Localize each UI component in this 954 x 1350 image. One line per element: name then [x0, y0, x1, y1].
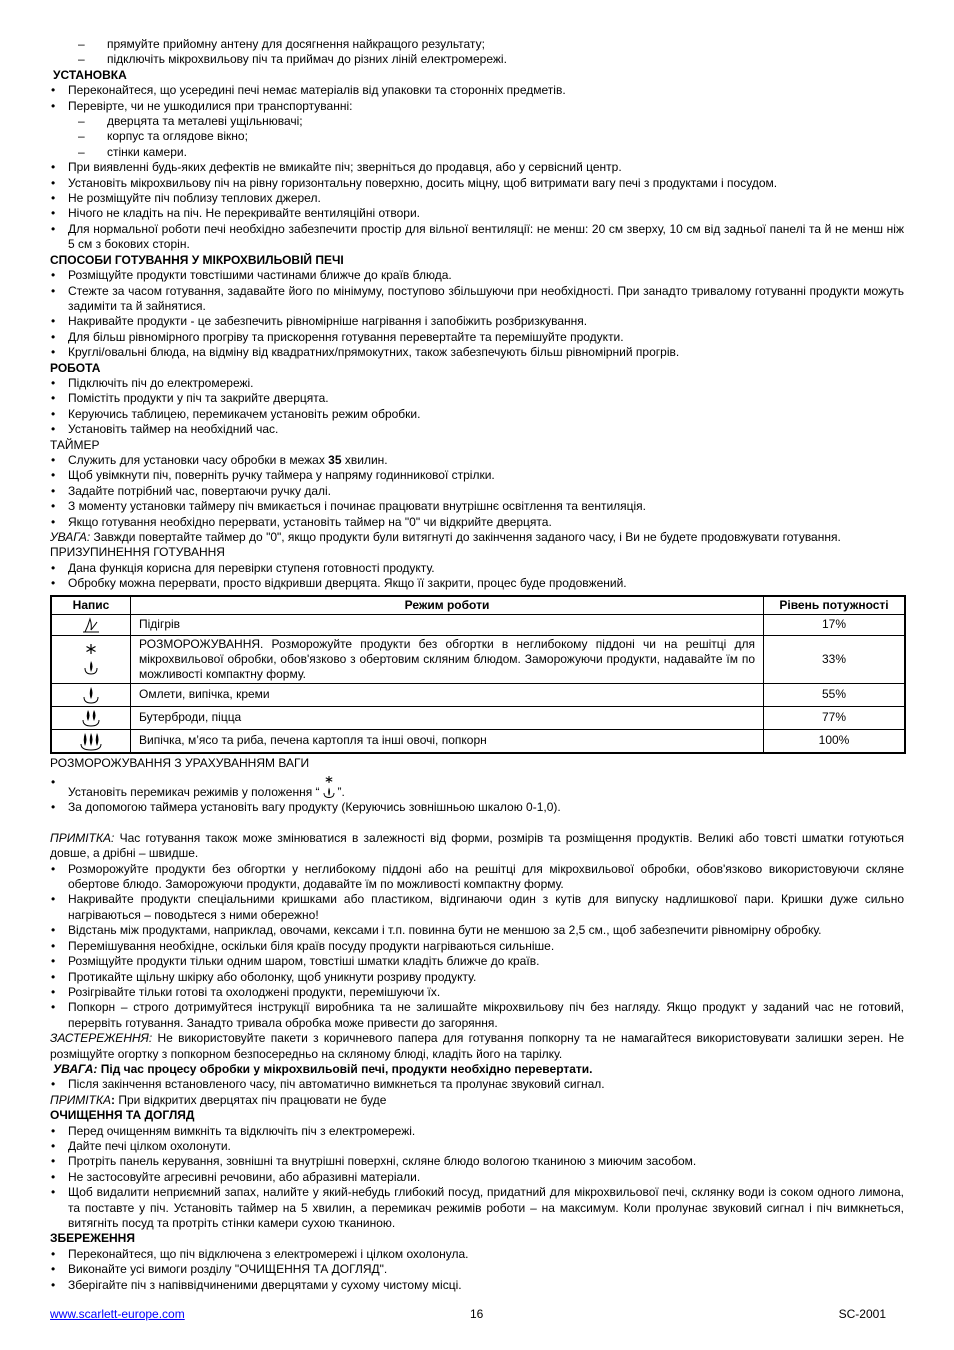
power-level-cell: 33% — [764, 635, 906, 683]
table-row — [51, 614, 905, 635]
list-item: • Щоб видалити неприємний запах, налийте у який-небудь глибокий посуд, придатний для мікрохвильової печі, склянку води із соком одного лимона, та поставте у піч. Установіть таймер на 5 хвилин, а перемикач режимів роботи – на максимум. Коли пролунає звуковий сигнал і піч вимкнеться, витягніть посуд та протріть стінки камери сухою тканиною. — [50, 1185, 904, 1231]
list-item: • Накривайте продукти спеціальними кришками або пластиком, відгинаючи один з кутів для випуску надлишкової пари. Кришки дуже сильно нагріваються – поводьтеся з ними обережно! — [50, 892, 904, 923]
list-item: • Протикайте щільну шкірку або оболонку, щоб уникнути розриву продукту. — [50, 970, 904, 985]
section-title-methods: СПОСОБИ ГОТУВАННЯ У МІКРОХВИЛЬОВІЙ ПЕЧІ — [50, 252, 344, 267]
timer-list — [50, 453, 904, 530]
defrost-icon — [79, 642, 103, 676]
list-item: • Попкорн – строго дотримуйтеся інструкції виробника та не залишайте мікрохвильову піч без нагляду. Якщо продукт у заданий час не готовий, перервіть готування. Занадто тривала обробка може привести до загоряння. — [50, 1000, 904, 1031]
list-item: • Дана функція корисна для перевірки ступеня готовності продукту. — [50, 561, 904, 576]
list-item: • Розміщуйте продукти товстішими частинами ближче до країв блюда. — [50, 268, 904, 283]
dash-item: – корпус та оглядове вікно; — [50, 129, 904, 144]
timer-warning — [50, 530, 904, 545]
warning-text: Під час процесу обробки у мікрохвильовій печі, продукти необхідно перевертати. — [97, 1061, 593, 1076]
pause-list — [50, 561, 904, 592]
list-item: • Задайте потрібний час, повертаючи ручку далі. — [50, 484, 904, 499]
list-item: • Зберігайте піч з напіввідчиненими дверцятами у сухому чистому місці. — [50, 1278, 904, 1293]
list-item: • Переконайтеся, що усередині печі немає матеріалів від упаковки та сторонніх предметів. — [50, 83, 904, 98]
list-item: • Не застосовуйте агресивні речовини, або абразивні матеріали. — [50, 1170, 904, 1185]
warning-label: УВАГА: — [53, 1061, 98, 1076]
list-item: • Протріть панель керування, зовнішні та внутрішні поверхні, скляне блюдо вологою тканиною з миючим засобом. — [50, 1154, 904, 1169]
list-item: • За допомогою таймера установіть вагу продукту (Керуючись зовнішньою шкалою 0-1,0). — [50, 800, 904, 815]
power-level-cell: 55% — [764, 683, 906, 706]
section-title-storage: ЗБЕРЕЖЕННЯ — [50, 1231, 135, 1246]
document-page — [50, 37, 904, 1293]
spacer — [50, 816, 904, 831]
list-item: • Перемішування необхідне, оскільки біля країв посуду продукти нагріваються сильніше. — [50, 939, 904, 954]
dash-item: – підключіть мікрохвильову піч та приймач до різних ліній електромережі. — [50, 52, 904, 67]
dash-item: – стінки камери. — [50, 145, 904, 160]
cleaning-list — [50, 1124, 904, 1232]
list-item: • Круглі/овальні блюда, на відміну від квадратних/прямокутних, також забезпечують більш рівномірний прогрів. — [50, 345, 904, 360]
list-item: • Установіть таймер на необхідний час. — [50, 422, 904, 437]
defrost-icon — [320, 775, 338, 799]
list-item: • Відстань між продуктами, наприклад, овочами, кексами і т.п. повинна бути не меншою за 2,5 см., щоб забезпечити рівномірну обробку. — [50, 923, 904, 938]
list-item: • При виявленні будь-яких дефектів не вмикайте піч; зверніться до продавця, або у сервісний центр. — [50, 160, 904, 175]
mode-cell: РОЗМОРОЖУВАННЯ. Розморожуйте продукти без обгортки в неглибокому піддоні чи на решітці для мікрохвильової обробки, обов'язково з обертовим скляним блюдом. Заморожуючи продукти, надавайте їм по можливості компактну форму. — [131, 635, 764, 683]
install-list — [50, 83, 904, 114]
list-item: • Якщо готування необхідно перервати, установіть таймер на "0" чи відкрийте дверцята. — [50, 515, 904, 530]
list-item: • Дайте печі цілком охолонути. — [50, 1139, 904, 1154]
list-item: • Переконайтеся, що піч відключена з електромережі і цілком охолонула. — [50, 1247, 904, 1262]
list-item: • Керуючись таблицею, перемикачем установіть режим обробки. — [50, 407, 904, 422]
install-list-2 — [50, 160, 904, 252]
section-title-operation: РОБОТА — [50, 360, 101, 375]
list-item: • Щоб увімкнути піч, поверніть ручку таймера у напряму годинникової стрілки. — [50, 468, 904, 483]
mode-icon-cell — [51, 635, 131, 683]
note-text: Час готування також може змінюватися в залежності від форми, розмірів та розміщення продуктів. Великі або товсті шматки готуються довше, а дрібні – швидше. — [50, 830, 904, 861]
timer-text: хвилин. — [341, 452, 388, 467]
storage-list — [50, 1247, 904, 1293]
mode-icon-cell — [51, 706, 131, 729]
mode-cell: Випічка, м’ясо та риба, печена картопля та інші овочі, попкорн — [131, 729, 764, 753]
website-link[interactable]: www.scarlett-europe.com — [50, 1307, 185, 1321]
list-item: • Розігрівайте тільки готові та охолоджені продукти, перемішуючи їх. — [50, 985, 904, 1000]
list-item: • Стежте за часом готування, задавайте його по мінімуму, поступово збільшуючи при необхідності. При занадто тривалому готуванні продукти можуть задиміти та й зайнятися. — [50, 284, 904, 315]
caution-paragraph — [50, 1031, 904, 1062]
operation-list — [50, 376, 904, 438]
list-item: • Накривайте продукти - це забезпечить рівномірніше нагрівання і запобіжить розбризкування. — [50, 314, 904, 329]
list-item: • Розміщуйте продукти тільки одним шаром, товстіші шматки кладіть ближче до країв. — [50, 954, 904, 969]
note-colon: : — [111, 1092, 116, 1107]
section-title-pause: ПРИЗУПИНЕННЯ ГОТУВАННЯ — [50, 545, 225, 560]
warning-label: УВАГА: — [50, 530, 91, 544]
list-item: • Підключіть піч до електромережі. — [50, 376, 904, 391]
list-item: • Обробку можна перервати, просто відкривши дверцята. Якщо її закрити, процес буде продовжений. — [50, 576, 904, 591]
list-item: • Нічого не кладіть на піч. Не перекривайте вентиляційні отвори. — [50, 206, 904, 221]
note-label: ПРИМІТКА — [50, 1092, 112, 1107]
section-title-weight-defrost: РОЗМОРОЖУВАННЯ З УРАХУВАННЯМ ВАГИ — [50, 755, 310, 770]
list-item: • Для нормальної роботи печі необхідно забезпечити простір для вільної вентиляції: не менш: 20 см зверху, 10 см від задньої панелі та й не менш ніж 5 см з бокових сторін. — [50, 222, 904, 253]
note-text: При відкритих дверцятах піч працювати не буде — [115, 1092, 387, 1107]
table-header: Напис — [51, 596, 131, 615]
after-list — [50, 1077, 904, 1092]
caution-label: ЗАСТЕРЕЖЕННЯ: — [50, 1031, 153, 1046]
table-header-row — [51, 596, 905, 615]
section-title-cleaning: ОЧИЩЕННЯ ТА ДОГЛЯД — [50, 1108, 195, 1123]
section-title-install: УСТАНОВКА — [53, 67, 127, 82]
weight-defrost-list — [50, 775, 904, 816]
dash-item: – прямуйте прийомну антену для досягнення найкращого результату; — [50, 37, 904, 52]
list-item: • З моменту установки таймеру піч вмикається і починає працювати внутрішнє освітлення та вентиляція. — [50, 499, 904, 514]
list-item: • Перевірте, чи не ушкодилися при транспортуванні: — [50, 99, 904, 114]
power-level-cell: 77% — [764, 706, 906, 729]
model-number: SC-2001 — [838, 1307, 886, 1321]
table-row — [51, 635, 905, 683]
note-list — [50, 862, 904, 1031]
defrost-position-text: Установіть перемикач режимів у положення “ — [68, 785, 320, 800]
timer-text: Служить для установки часу обробки в межах — [68, 452, 329, 467]
list-item: • Помістіть продукти у піч та закрийте дверцята. — [50, 391, 904, 406]
list-item: • Виконайте усі вимоги розділу "ОЧИЩЕННЯ ТА ДОГЛЯД". — [50, 1262, 904, 1277]
door-note — [50, 1093, 904, 1108]
three-flames-icon — [78, 731, 104, 751]
list-item: • Перед очищенням вимкніть та відключіть піч з електромережі. — [50, 1124, 904, 1139]
timer-max-minutes: 35 — [328, 452, 342, 467]
methods-list — [50, 268, 904, 360]
dash-item: – дверцята та металеві ущільнювачі; — [50, 114, 904, 129]
power-level-cell: 17% — [764, 614, 906, 635]
list-item — [50, 775, 904, 800]
mode-cell: Бутерброди, піцца — [131, 706, 764, 729]
table-row — [51, 706, 905, 729]
power-modes-table — [50, 595, 906, 754]
two-flames-icon — [79, 708, 103, 728]
warning-text: Завжди повертайте таймер до "0", якщо продукти були витягнуті до закінчення заданого часу, і Ви не будете продовжувати готування. — [90, 530, 841, 544]
note-label: ПРИМІТКА: — [50, 830, 115, 845]
mode-icon-cell — [51, 729, 131, 753]
list-item — [50, 453, 904, 468]
table-row — [51, 683, 905, 706]
table-row — [51, 729, 905, 753]
section-title-timer: ТАЙМЕР — [50, 437, 100, 452]
list-item: • Після закінчення встановленого часу, піч автоматично вимкнеться та пролунає звуковий сигнал. — [50, 1077, 904, 1092]
list-item: • Розморожуйте продукти без обгортки у неглибокому піддоні або на решітці для мікрохвильової обробки, обов'язково використовуючи скляне обертове блюдо. Заморожуючи продукти, додавайте їм по можливості компактну форму. — [50, 862, 904, 893]
list-item: • Установіть мікрохвильову піч на рівну горизонтальну поверхню, досить міцну, щоб витримати вагу печі з продуктами і посудом. — [50, 176, 904, 191]
table-header: Рівень потужності — [764, 596, 906, 615]
power-level-cell: 100% — [764, 729, 906, 753]
note-paragraph — [50, 831, 904, 862]
flip-warning — [50, 1062, 904, 1077]
mode-cell: Омлети, випічка, креми — [131, 683, 764, 706]
warm-icon — [79, 616, 103, 634]
defrost-position-text: ”. — [337, 785, 345, 800]
list-item: • Не розміщуйте піч поблизу теплових джерел. — [50, 191, 904, 206]
mode-icon-cell — [51, 683, 131, 706]
one-flame-icon — [79, 685, 103, 705]
caution-text: Не використовуйте пакети з коричневого папера для готування попкорну та не намагайтеся використовувати залишки зерен. Не розміщуйте огортку з попкорном безпосередньо на скляному блюді, кладіть його на тарілку. — [50, 1031, 904, 1061]
mode-cell: Підігрів — [131, 614, 764, 635]
page-number: 16 — [470, 1307, 484, 1321]
mode-icon-cell — [51, 614, 131, 635]
list-item: • Для більш рівномірного прогріву та прискорення готування перевертайте та перемішуйте продукти. — [50, 330, 904, 345]
table-header: Режим роботи — [131, 596, 764, 615]
